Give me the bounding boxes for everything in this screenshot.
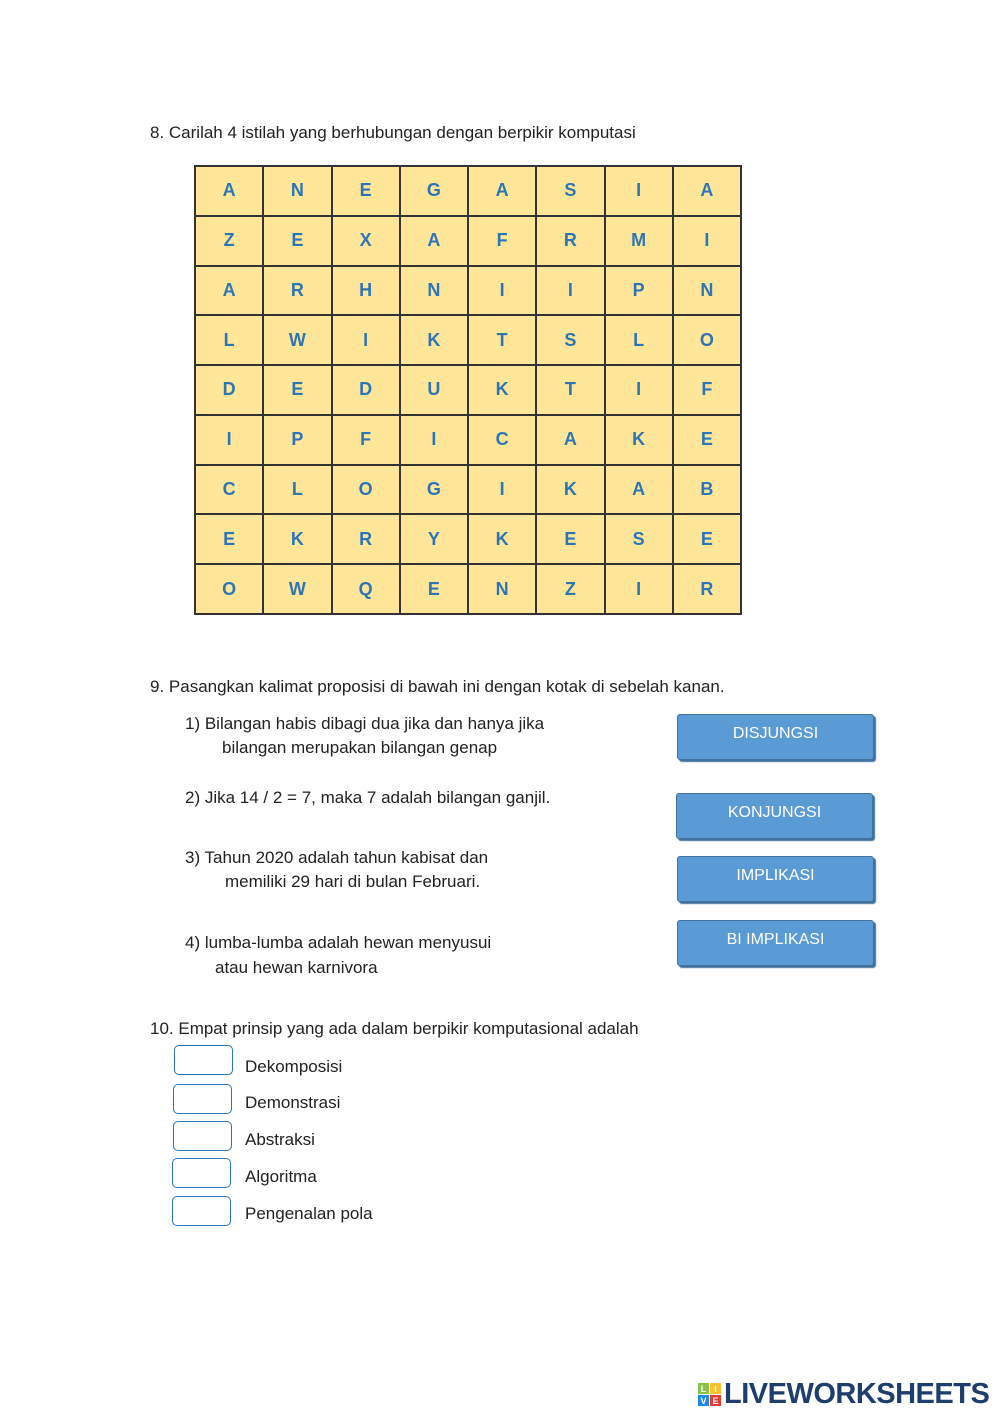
grid-cell[interactable]: Q	[332, 564, 400, 614]
grid-cell[interactable]: K	[263, 514, 331, 564]
grid-cell[interactable]: D	[195, 365, 263, 415]
grid-cell[interactable]: K	[468, 365, 536, 415]
grid-cell[interactable]: O	[332, 465, 400, 515]
checkbox-algoritma[interactable]	[172, 1158, 231, 1188]
grid-cell[interactable]: E	[673, 514, 741, 564]
grid-cell[interactable]: P	[263, 415, 331, 465]
badge-letter: I	[710, 1383, 721, 1394]
grid-cell[interactable]: A	[605, 465, 673, 515]
statement-2: 2) Jika 14 / 2 = 7, maka 7 adalah bilangan ganjil.	[185, 788, 551, 807]
grid-cell[interactable]: I	[400, 415, 468, 465]
statement-1-line-1: 1) Bilangan habis dibagi dua jika dan hanya jika	[185, 714, 545, 733]
grid-cell[interactable]: E	[400, 564, 468, 614]
checkbox-pengenalan-pola[interactable]	[172, 1196, 231, 1226]
statement-3-line-1: 3) Tahun 2020 adalah tahun kabisat dan	[185, 848, 489, 867]
grid-cell[interactable]: S	[605, 514, 673, 564]
grid-cell[interactable]: E	[536, 514, 604, 564]
statement-4-line-1: 4) lumba-lumba adalah hewan menyusui	[185, 933, 492, 952]
grid-cell[interactable]: I	[195, 415, 263, 465]
statement-4-line-2: atau hewan karnivora	[215, 958, 378, 977]
grid-cell[interactable]: R	[263, 266, 331, 316]
liveworksheets-logo	[698, 1378, 989, 1411]
checkbox-abstraksi[interactable]	[173, 1121, 232, 1151]
grid-cell[interactable]: R	[673, 564, 741, 614]
grid-cell[interactable]: N	[673, 266, 741, 316]
grid-cell[interactable]: F	[468, 216, 536, 266]
grid-cell[interactable]: M	[605, 216, 673, 266]
implikasi-box[interactable]: IMPLIKASI	[677, 856, 874, 902]
grid-cell[interactable]: T	[536, 365, 604, 415]
badge-letter: E	[710, 1395, 721, 1406]
grid-cell[interactable]: N	[468, 564, 536, 614]
grid-cell[interactable]: E	[195, 514, 263, 564]
grid-cell[interactable]: F	[673, 365, 741, 415]
grid-cell[interactable]: N	[263, 166, 331, 216]
grid-cell[interactable]: A	[195, 266, 263, 316]
grid-cell[interactable]: I	[536, 266, 604, 316]
grid-cell[interactable]: W	[263, 564, 331, 614]
grid-cell[interactable]: I	[673, 216, 741, 266]
grid-cell[interactable]: O	[195, 564, 263, 614]
logo-text: LIVEWORKSHEETS	[724, 1378, 990, 1410]
statement-3-line-2: memiliki 29 hari di bulan Februari.	[225, 872, 481, 891]
question-8-title: 8. Carilah 4 istilah yang berhubungan dengan berpikir komputasi	[150, 123, 636, 142]
grid-cell[interactable]: G	[400, 166, 468, 216]
statement-1-line-2: bilangan merupakan bilangan genap	[222, 738, 498, 757]
disjungsi-box[interactable]: DISJUNGSI	[677, 714, 874, 760]
grid-cell[interactable]: A	[468, 166, 536, 216]
grid-cell[interactable]: A	[400, 216, 468, 266]
option-abstraksi: Abstraksi	[245, 1130, 315, 1149]
grid-cell[interactable]: Y	[400, 514, 468, 564]
grid-cell[interactable]: K	[605, 415, 673, 465]
checkbox-demonstrasi[interactable]	[173, 1084, 232, 1114]
question-10-title: 10. Empat prinsip yang ada dalam berpikir komputasional adalah	[150, 1019, 639, 1038]
grid-cell[interactable]: N	[400, 266, 468, 316]
grid-cell[interactable]: B	[673, 465, 741, 515]
option-demonstrasi: Demonstrasi	[245, 1093, 341, 1112]
grid-cell[interactable]: C	[468, 415, 536, 465]
grid-cell[interactable]: R	[536, 216, 604, 266]
badge-letter: L	[698, 1383, 709, 1394]
grid-cell[interactable]: I	[468, 465, 536, 515]
grid-cell[interactable]: E	[673, 415, 741, 465]
grid-cell[interactable]: I	[468, 266, 536, 316]
grid-cell[interactable]: X	[332, 216, 400, 266]
grid-cell[interactable]: G	[400, 465, 468, 515]
grid-cell[interactable]: O	[673, 315, 741, 365]
grid-cell[interactable]: D	[332, 365, 400, 415]
grid-cell[interactable]: S	[536, 315, 604, 365]
option-pengenalan-pola: Pengenalan pola	[245, 1204, 373, 1223]
grid-cell[interactable]: I	[605, 365, 673, 415]
option-dekomposisi: Dekomposisi	[245, 1057, 343, 1076]
grid-cell[interactable]: R	[332, 514, 400, 564]
grid-cell[interactable]: S	[536, 166, 604, 216]
grid-cell[interactable]: A	[536, 415, 604, 465]
question-9-title: 9. Pasangkan kalimat proposisi di bawah ini dengan kotak di sebelah kanan.	[150, 677, 725, 696]
bi-implikasi-box[interactable]: BI IMPLIKASI	[677, 920, 874, 966]
grid-cell[interactable]: I	[332, 315, 400, 365]
grid-cell[interactable]: U	[400, 365, 468, 415]
grid-cell[interactable]: A	[673, 166, 741, 216]
konjungsi-box[interactable]: KONJUNGSI	[676, 793, 873, 839]
grid-cell[interactable]: K	[400, 315, 468, 365]
grid-cell[interactable]: E	[332, 166, 400, 216]
grid-cell[interactable]: Z	[195, 216, 263, 266]
word-search-grid	[194, 165, 742, 615]
grid-cell[interactable]: P	[605, 266, 673, 316]
option-algoritma: Algoritma	[245, 1167, 317, 1186]
checkbox-dekomposisi[interactable]	[174, 1045, 233, 1075]
grid-cell[interactable]: K	[468, 514, 536, 564]
grid-cell[interactable]: W	[263, 315, 331, 365]
grid-cell[interactable]: T	[468, 315, 536, 365]
grid-cell[interactable]: I	[605, 166, 673, 216]
grid-cell[interactable]: I	[605, 564, 673, 614]
logo-badge-icon	[698, 1383, 721, 1406]
grid-cell[interactable]: K	[536, 465, 604, 515]
grid-cell[interactable]: C	[195, 465, 263, 515]
grid-cell[interactable]: H	[332, 266, 400, 316]
grid-cell[interactable]: L	[605, 315, 673, 365]
grid-cell[interactable]: L	[195, 315, 263, 365]
grid-cell[interactable]: E	[263, 216, 331, 266]
grid-cell[interactable]: F	[332, 415, 400, 465]
grid-cell[interactable]: Z	[536, 564, 604, 614]
grid-cell[interactable]: E	[263, 365, 331, 415]
grid-cell[interactable]: A	[195, 166, 263, 216]
badge-letter: V	[698, 1395, 709, 1406]
grid-cell[interactable]: L	[263, 465, 331, 515]
